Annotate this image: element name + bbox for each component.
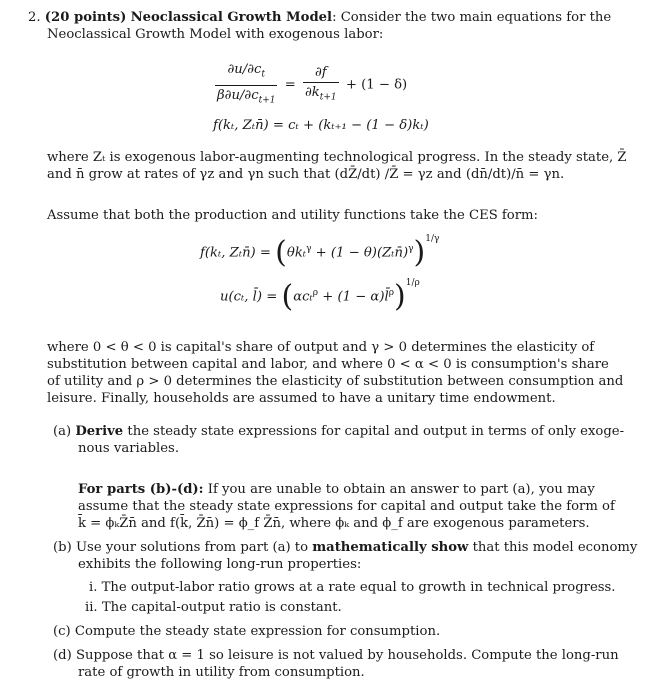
euler-lhs-den: β∂u/∂c xyxy=(217,87,259,103)
note-bold: For parts (b)-(d): xyxy=(78,482,204,497)
ces-f-outer-exp: 1/γ xyxy=(425,234,440,245)
ces-f-inner: θkₜ xyxy=(286,245,307,261)
ces-u-mid-exp: ρ xyxy=(388,288,394,299)
ces-f-open-paren: ( xyxy=(275,235,287,270)
ces-u-inner: αcₜ xyxy=(293,289,313,305)
ces-u-outer-exp: 1/ρ xyxy=(405,278,420,289)
para3-line1: where 0 < θ < 0 is capital's share of output and γ > 0 determines the elasticity of xyxy=(47,340,595,355)
para3-line2: substitution between capital and labor, and where 0 < α < 0 is consumption's share xyxy=(47,357,609,372)
ces-f-mid: + (1 − θ)(Zₜn̄) xyxy=(311,245,409,261)
problem-title: Neoclassical Growth Model xyxy=(130,10,333,25)
euler-lhs-fraction xyxy=(215,62,277,108)
part-d-line2: rate of growth in utility from consumption. xyxy=(78,665,365,680)
problem-number: 2. xyxy=(28,10,41,25)
resource-constraint: f(kₜ, Zₜn̄) = cₜ + (kₜ₊₁ − (1 − δ)kₜ) xyxy=(213,118,429,133)
problem-header xyxy=(28,10,611,26)
part-d-line1 xyxy=(53,648,619,664)
para1-line1: where Zₜ is exogenous labor-augmenting technological progress. In the steady state, Z̄ xyxy=(47,150,627,165)
ces-u-open-paren: ( xyxy=(281,279,294,314)
ces-f-inner-exp: γ xyxy=(306,244,312,255)
part-b-item-ii: ii. The capital-output ratio is constant. xyxy=(85,600,342,615)
note-line1 xyxy=(78,482,595,498)
euler-lhs-den-sub: t+1 xyxy=(258,95,276,106)
ces-u-mid: + (1 − α)l̄ xyxy=(318,289,389,305)
part-a-line2: nous variables. xyxy=(78,441,180,456)
part-b-pre: Use your solutions from part (a) to xyxy=(75,540,313,555)
part-c xyxy=(53,624,440,640)
ces-u-lhs: u(cₜ, l̄) = xyxy=(220,289,278,305)
ces-f-mid-exp: γ xyxy=(408,244,414,255)
part-b-line1 xyxy=(53,540,637,556)
para3-line4: leisure. Finally, households are assumed to have a unitary time endowment. xyxy=(47,391,556,406)
euler-lhs-num-sub: t xyxy=(261,69,266,80)
para3-line3: of utility and ρ > 0 determines the elasticity of substitution between consumption and xyxy=(47,374,624,389)
euler-lhs-num: ∂u/∂c xyxy=(227,62,262,77)
para2-line1: Assume that both the production and utility functions take the CES form: xyxy=(47,208,538,223)
euler-rhs-den-sub: t+1 xyxy=(319,92,337,103)
part-d-label: (d) xyxy=(53,648,72,663)
part-b-label: (b) xyxy=(53,540,72,555)
part-c-label: (c) xyxy=(53,624,71,639)
part-b-item-i: i. The output-labor ratio grows at a rate equal to growth in technical progress. xyxy=(89,580,616,595)
note-rest: If you are unable to obtain an answer to part (a), you may xyxy=(203,482,595,497)
part-a-line1 xyxy=(53,424,624,440)
problem-intro: : Consider the two main equations for the xyxy=(332,10,612,25)
euler-equation xyxy=(212,62,407,108)
ces-utility xyxy=(220,278,420,314)
part-a-bold: Derive xyxy=(75,424,124,439)
part-c-text: Compute the steady state expression for consumption. xyxy=(74,624,441,639)
euler-rhs-fraction xyxy=(303,65,339,106)
note-line3: k̄ = ϕₖZ̄n̄ and f(k̄, Z̄n̄) = ϕ_f Z̄n̄, where ϕₖ and ϕ_f are exogenous parameters. xyxy=(78,516,590,531)
problem-points: (20 points) xyxy=(44,10,127,25)
note-line2: assume that the steady state expressions for capital and output take the form of xyxy=(78,499,615,514)
ces-f-close-paren: ) xyxy=(413,235,426,270)
euler-rhs-num: ∂f xyxy=(303,65,339,83)
part-d-text: Suppose that α = 1 so leisure is not valued by households. Compute the long-run xyxy=(75,648,619,663)
part-b-bold: mathematically show xyxy=(312,540,469,555)
ces-u-inner-exp: ρ xyxy=(312,288,319,299)
euler-equals: = xyxy=(284,77,296,93)
ces-f-lhs: f(kₜ, Zₜn̄) = xyxy=(200,245,271,261)
part-b-line2: exhibits the following long-run properties: xyxy=(78,557,362,572)
part-a-rest: the steady state expressions for capital and output in terms of only exoge- xyxy=(123,424,625,439)
part-b-post: that this model economy xyxy=(468,540,638,555)
part-a-label: (a) xyxy=(53,424,72,439)
euler-rhs-den: ∂k xyxy=(304,84,320,100)
problem-intro-line2: Neoclassical Growth Model with exogenous labor: xyxy=(47,27,384,42)
ces-u-close-paren: ) xyxy=(394,279,406,314)
para1-line2: and n̄ grow at rates of γz and γn such that (dZ̄/dt) /Z̄ = γz and (dn̄/dt)/n̄ = γn. xyxy=(47,167,565,182)
ces-production xyxy=(200,234,440,270)
euler-tail: + (1 − δ) xyxy=(345,77,408,93)
